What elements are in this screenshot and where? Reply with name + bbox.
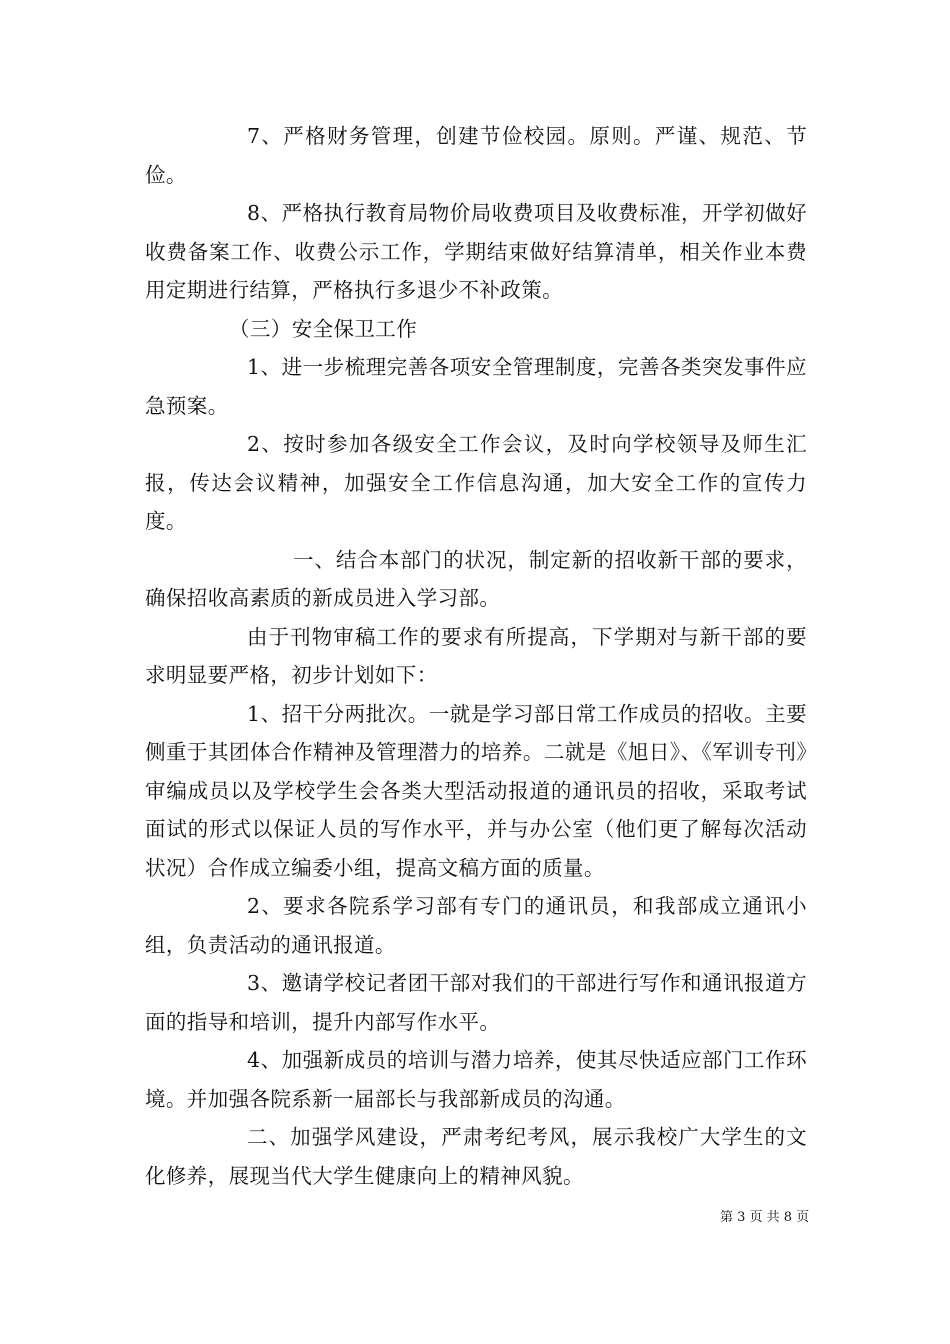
paragraph-recruitment-1: 1、招干分两批次。一就是学习部日常工作成员的招收。主要侧重于其团体合作精神及管理潜力的培养。二就是《旭日》、《军训专刊》审编成员以及学校学生会各类大型活动报道的通讯员的招收，采取考试面试的形式以保证人员的写作水平，并与办公室（他们更了解每次活动状况）合作成立编委小组，提高文稿方面的质量。 [145, 701, 807, 880]
paragraph-recruitment-requirements: 由于刊物审稿工作的要求有所提高，下学期对与新干部的要求明显要严格，初步计划如下： [145, 624, 807, 687]
paragraph-recruitment-4: 4、加强新成员的培训与潜力培养，使其尽快适应部门工作环境。并加强各院系新一届部长与我部新成员的沟通。 [145, 1048, 807, 1111]
paragraph-fees-8: 8、严格执行教育局物价局收费项目及收费标准，开学初做好收费备案工作、收费公示工作，学期结束做好结算清单，相关作业本费用定期进行结算，严格执行多退少不补政策。 [145, 201, 807, 302]
section-heading-security: （三）安全保卫工作 [229, 316, 418, 341]
paragraph-security-2: 2、按时参加各级安全工作会议，及时向学校领导及师生汇报，传达会议精神，加强安全工作信息沟通，加大安全工作的宣传力度。 [145, 432, 807, 533]
paragraph-study-style: 二、加强学风建设，严肃考纪考风，展示我校广大学生的文化修养，展现当代大学生健康向上的精神风貌。 [145, 1125, 807, 1188]
paragraph-finance-7: 7、严格财务管理，创建节俭校园。原则。严谨、规范、节俭。 [145, 124, 807, 187]
document-body [145, 117, 807, 1195]
paragraph-security-1: 1、进一步梳理完善各项安全管理制度，完善各类突发事件应急预案。 [145, 355, 807, 418]
paragraph-recruitment-2: 2、要求各院系学习部有专门的通讯员，和我部成立通讯小组，负责活动的通讯报道。 [145, 894, 807, 957]
page-number-footer: 第 3 页 共 8 页 [720, 1210, 810, 1225]
paragraph-recruitment-intro: 一、结合本部门的状况，制定新的招收新干部的要求，确保招收高素质的新成员进入学习部。 [145, 547, 807, 610]
paragraph-recruitment-3: 3、邀请学校记者团干部对我们的干部进行写作和通讯报道方面的指导和培训，提升内部写作水平。 [145, 971, 807, 1034]
